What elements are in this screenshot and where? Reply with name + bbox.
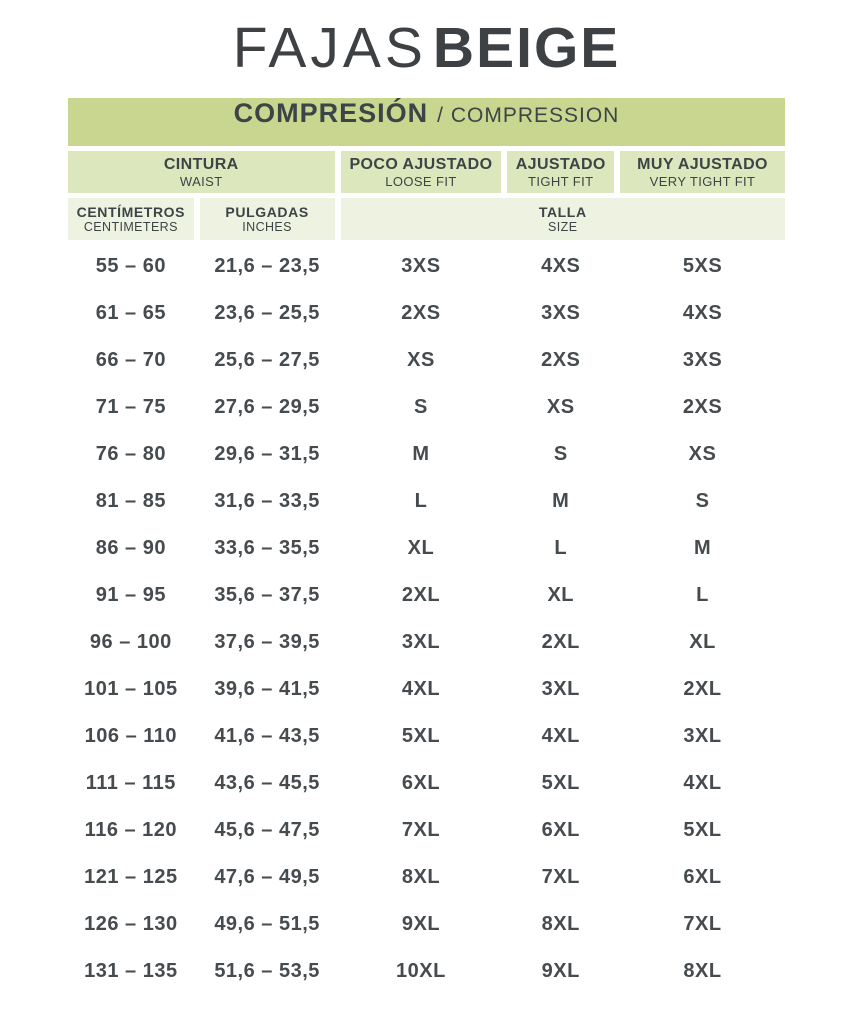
cell-centimeters-range: 131 – 135 [84, 959, 178, 982]
size-table-body [68, 245, 785, 992]
cell-centimeters-range: 66 – 70 [95, 348, 166, 371]
header-tight-fit [507, 151, 614, 193]
cell-very-tight-fit-size: M [693, 536, 712, 559]
cell-centimeters-range: 91 – 95 [95, 583, 166, 606]
table-row [68, 762, 785, 804]
cell-very-tight-fit-size: 3XS [682, 348, 723, 371]
header-cintura-waist [68, 151, 335, 193]
cell-very-tight-fit-size: XS [688, 442, 717, 465]
subheader-inches [200, 198, 335, 240]
header-very-tight-fit [620, 151, 785, 193]
header-very-tight-fit-main: MUY AJUSTADO [637, 155, 768, 173]
cell-inches-range: 31,6 – 33,5 [214, 489, 320, 512]
cell-tight-fit-size: XS [546, 395, 575, 418]
cell-tight-fit-size: 3XS [541, 301, 581, 324]
cell-loose-fit-size: 5XL [401, 724, 441, 747]
cell-inches-range: 23,6 – 25,5 [214, 301, 320, 324]
cell-tight-fit-size: 9XL [541, 959, 580, 982]
cell-centimeters-range: 55 – 60 [95, 254, 166, 277]
cell-inches-range: 45,6 – 47,5 [214, 818, 320, 841]
cell-centimeters-range: 71 – 75 [95, 395, 166, 418]
cell-inches-range: 37,6 – 39,5 [214, 630, 320, 653]
cell-tight-fit-size: 6XL [541, 818, 580, 841]
cell-inches-range: 33,6 – 35,5 [214, 536, 320, 559]
cell-centimeters-range: 106 – 110 [84, 724, 178, 747]
header-loose-fit [341, 151, 502, 193]
cell-tight-fit-size: 4XS [541, 254, 581, 277]
cell-centimeters-range: 126 – 130 [84, 912, 178, 935]
header-cintura-sub: WAIST [179, 173, 223, 189]
compression-label-en: / COMPRESSION [437, 104, 620, 127]
cell-loose-fit-size: 10XL [396, 959, 446, 982]
cell-inches-range: 43,6 – 45,5 [214, 771, 320, 794]
header-very-tight-fit-sub: VERY TIGHT FIT [649, 173, 756, 189]
cell-inches-range: 51,6 – 53,5 [214, 959, 320, 982]
header-loose-fit-main: POCO AJUSTADO [349, 155, 493, 173]
table-row [68, 574, 785, 616]
cell-loose-fit-size: M [412, 442, 430, 465]
cell-very-tight-fit-size: 4XL [683, 771, 722, 794]
cell-centimeters-range: 61 – 65 [95, 301, 166, 324]
cell-tight-fit-size: 3XL [541, 677, 580, 700]
cell-tight-fit-size: 5XL [541, 771, 580, 794]
cell-loose-fit-size: XL [407, 536, 435, 559]
header-tight-fit-main: AJUSTADO [515, 155, 606, 173]
cell-loose-fit-size: S [414, 395, 428, 418]
cell-tight-fit-size: 2XS [541, 348, 581, 371]
table-row [68, 433, 785, 475]
subheader-centimeters-sub: CENTIMETERS [83, 220, 178, 235]
cell-very-tight-fit-size: 5XL [683, 818, 722, 841]
column-header-row [68, 151, 785, 193]
cell-tight-fit-size: L [554, 536, 568, 559]
table-row [68, 527, 785, 569]
cell-centimeters-range: 121 – 125 [84, 865, 178, 888]
size-chart-table [68, 98, 785, 992]
table-row [68, 715, 785, 757]
cell-very-tight-fit-size: 6XL [683, 865, 722, 888]
cell-very-tight-fit-size: 7XL [683, 912, 722, 935]
page-title [0, 0, 853, 92]
cell-loose-fit-size: 2XS [401, 301, 441, 324]
subheader-inches-main: PULGADAS [225, 204, 309, 221]
cell-tight-fit-size: 2XL [541, 630, 580, 653]
subheader-size-sub: SIZE [548, 220, 578, 235]
cell-inches-range: 21,6 – 23,5 [214, 254, 320, 277]
cell-loose-fit-size: L [414, 489, 428, 512]
compression-band-row [68, 98, 785, 146]
cell-very-tight-fit-size: 4XS [682, 301, 723, 324]
table-row [68, 339, 785, 381]
cell-loose-fit-size: 3XS [401, 254, 441, 277]
brand-name-light: FAJAS [232, 16, 427, 80]
cell-loose-fit-size: XS [407, 348, 435, 371]
cell-loose-fit-size: 8XL [401, 865, 441, 888]
cell-tight-fit-size: 4XL [541, 724, 580, 747]
table-row [68, 668, 785, 710]
table-row [68, 480, 785, 522]
cell-loose-fit-size: 9XL [401, 912, 441, 935]
cell-inches-range: 25,6 – 27,5 [214, 348, 320, 371]
subheader-size [341, 198, 786, 240]
cell-loose-fit-size: 6XL [401, 771, 441, 794]
cell-very-tight-fit-size: 5XS [682, 254, 723, 277]
cell-loose-fit-size: 7XL [401, 818, 441, 841]
cell-inches-range: 49,6 – 51,5 [214, 912, 320, 935]
table-row [68, 903, 785, 945]
table-row [68, 621, 785, 663]
cell-centimeters-range: 116 – 120 [84, 818, 178, 841]
cell-tight-fit-size: 8XL [541, 912, 580, 935]
header-tight-fit-sub: TIGHT FIT [528, 173, 594, 189]
table-row [68, 950, 785, 992]
cell-very-tight-fit-size: XL [689, 630, 716, 653]
cell-very-tight-fit-size: 8XL [683, 959, 722, 982]
brand-name-bold: BEIGE [432, 16, 621, 80]
cell-tight-fit-size: S [553, 442, 568, 465]
compression-band [68, 98, 785, 146]
table-row [68, 245, 785, 287]
cell-tight-fit-size: XL [547, 583, 575, 606]
cell-centimeters-range: 101 – 105 [84, 677, 178, 700]
cell-inches-range: 35,6 – 37,5 [214, 583, 320, 606]
cell-inches-range: 41,6 – 43,5 [214, 724, 320, 747]
cell-centimeters-range: 86 – 90 [95, 536, 166, 559]
cell-very-tight-fit-size: L [696, 583, 709, 606]
cell-loose-fit-size: 4XL [401, 677, 441, 700]
cell-inches-range: 27,6 – 29,5 [214, 395, 320, 418]
table-row [68, 386, 785, 428]
cell-centimeters-range: 111 – 115 [85, 771, 176, 794]
header-loose-fit-sub: LOOSE FIT [385, 173, 457, 189]
header-cintura-main: CINTURA [163, 155, 239, 173]
cell-tight-fit-size: M [552, 489, 570, 512]
subheader-centimeters-main: CENTÍMETROS [76, 204, 186, 221]
table-row [68, 292, 785, 334]
cell-very-tight-fit-size: S [695, 489, 710, 512]
cell-inches-range: 39,6 – 41,5 [214, 677, 320, 700]
cell-centimeters-range: 76 – 80 [95, 442, 166, 465]
subheader-inches-sub: INCHES [242, 220, 292, 235]
cell-centimeters-range: 96 – 100 [89, 630, 172, 653]
subheader-centimeters [68, 198, 194, 240]
compression-label-es: COMPRESIÓN [233, 98, 429, 128]
cell-inches-range: 47,6 – 49,5 [214, 865, 320, 888]
cell-very-tight-fit-size: 2XS [682, 395, 723, 418]
cell-loose-fit-size: 3XL [401, 630, 441, 653]
cell-very-tight-fit-size: 2XL [683, 677, 722, 700]
cell-loose-fit-size: 2XL [401, 583, 441, 606]
cell-inches-range: 29,6 – 31,5 [214, 442, 320, 465]
cell-centimeters-range: 81 – 85 [95, 489, 166, 512]
sub-header-row [68, 198, 785, 240]
subheader-size-main: TALLA [538, 204, 587, 221]
cell-tight-fit-size: 7XL [541, 865, 580, 888]
table-row [68, 809, 785, 851]
cell-very-tight-fit-size: 3XL [683, 724, 722, 747]
table-row [68, 856, 785, 898]
